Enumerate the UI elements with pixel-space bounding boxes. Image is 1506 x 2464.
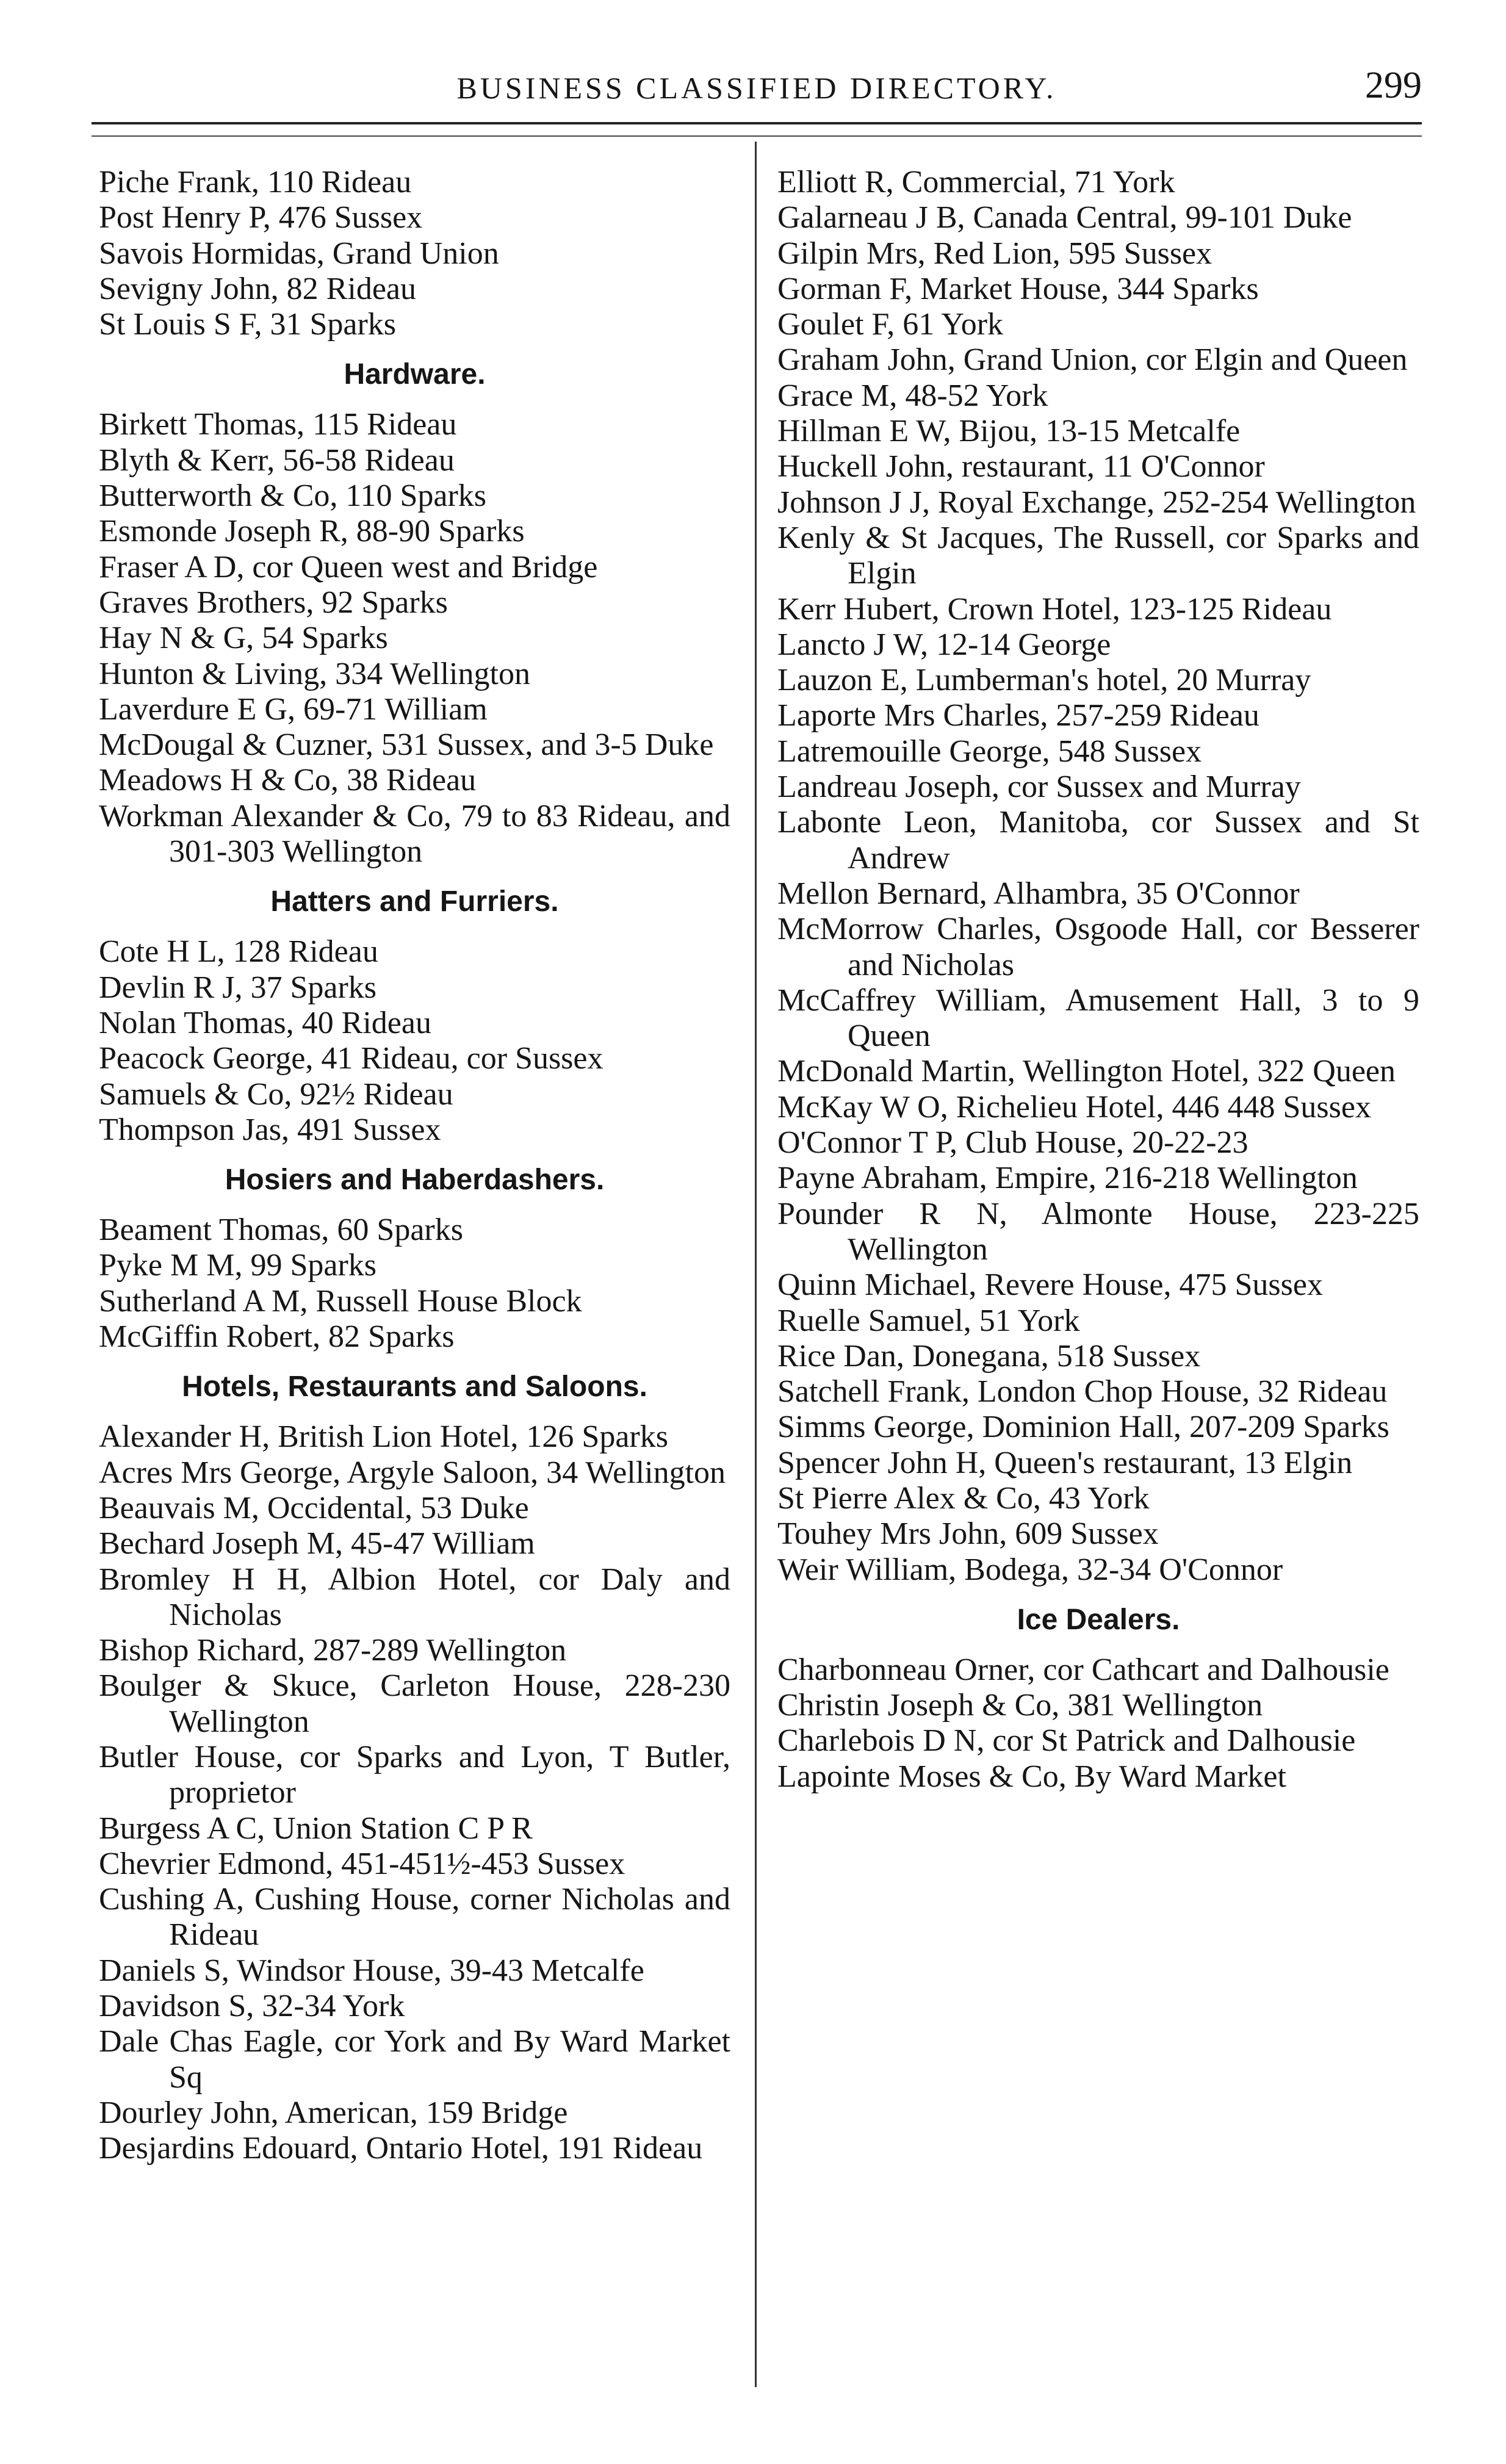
directory-entry: Hunton & Living, 334 Wellington xyxy=(99,656,530,691)
directory-entry: Samuels & Co, 92½ Rideau xyxy=(99,1076,453,1112)
page-number: 299 xyxy=(1365,65,1422,106)
directory-entry: Dale Chas Eagle, cor York and By Ward Market Sq xyxy=(99,2024,730,2095)
page-header xyxy=(92,64,1422,113)
directory-entry: Hay N & G, 54 Sparks xyxy=(99,621,388,656)
directory-entry: Workman Alexander & Co, 79 to 83 Rideau, and 301-303 Wellington xyxy=(99,798,730,870)
directory-entry: McMorrow Charles, Osgoode Hall, cor Besserer and Nicholas xyxy=(777,912,1419,982)
directory-entry: Burgess A C, Union Station C P R xyxy=(99,1810,533,1846)
directory-entry: Laverdure E G, 69-71 William xyxy=(99,691,488,727)
directory-entry: Beauvais M, Occidental, 53 Duke xyxy=(99,1490,529,1526)
directory-entry: Gorman F, Market House, 344 Sparks xyxy=(777,271,1259,306)
directory-entry: Charbonneau Orner, cor Cathcart and Dalhousie xyxy=(777,1652,1389,1687)
directory-entry: Davidson S, 32-34 York xyxy=(99,1989,405,2024)
section-heading: Hosiers and Haberdashers. xyxy=(225,1164,605,1197)
directory-entry: Devlin R J, 37 Sparks xyxy=(99,970,376,1005)
directory-entry: Rice Dan, Donegana, 518 Sussex xyxy=(777,1338,1201,1374)
directory-entry: Beament Thomas, 60 Sparks xyxy=(99,1212,463,1248)
directory-entry: Quinn Michael, Revere House, 475 Sussex xyxy=(777,1267,1323,1303)
directory-entry: Esmonde Joseph R, 88-90 Sparks xyxy=(99,514,525,549)
directory-entry: Blyth & Kerr, 56-58 Rideau xyxy=(99,442,455,478)
section-heading: Hotels, Restaurants and Saloons. xyxy=(182,1371,647,1403)
directory-entry: Kerr Hubert, Crown Hotel, 123-125 Rideau xyxy=(777,591,1332,627)
directory-entry: Graves Brothers, 92 Sparks xyxy=(99,585,448,620)
directory-entry: Butterworth & Co, 110 Sparks xyxy=(99,478,487,514)
directory-entry: O'Connor T P, Club House, 20-22-23 xyxy=(777,1125,1248,1161)
directory-entry: Dourley John, American, 159 Bridge xyxy=(99,2095,568,2130)
directory-entry: Pyke M M, 99 Sparks xyxy=(99,1248,377,1283)
directory-entry: Labonte Leon, Manitoba, cor Sussex and St Andrew xyxy=(777,805,1419,876)
directory-entry: St Louis S F, 31 Sparks xyxy=(99,307,397,342)
directory-entry: Galarneau J B, Canada Central, 99-101 Duke xyxy=(777,200,1352,236)
directory-entry: Savois Hormidas, Grand Union xyxy=(99,236,499,271)
directory-entry: Pounder R N, Almonte House, 223-225 Wellington xyxy=(777,1196,1419,1267)
directory-entry: Sutherland A M, Russell House Block xyxy=(99,1283,582,1319)
directory-entry: Lapointe Moses & Co, By Ward Market xyxy=(777,1759,1286,1794)
directory-entry: Sevigny John, 82 Rideau xyxy=(99,271,416,306)
directory-entry: Piche Frank, 110 Rideau xyxy=(99,165,412,200)
directory-entry: Acres Mrs George, Argyle Saloon, 34 Wellington xyxy=(99,1455,726,1490)
directory-entry: Latremouille George, 548 Sussex xyxy=(777,733,1202,769)
directory-entry: St Pierre Alex & Co, 43 York xyxy=(777,1480,1150,1516)
directory-entry: Landreau Joseph, cor Sussex and Murray xyxy=(777,769,1301,805)
directory-entry: McGiffin Robert, 82 Sparks xyxy=(99,1319,455,1355)
directory-entry: Weir William, Bodega, 32-34 O'Connor xyxy=(777,1552,1283,1587)
directory-entry: Mellon Bernard, Alhambra, 35 O'Connor xyxy=(777,876,1300,911)
section-heading: Hardware. xyxy=(344,358,486,391)
directory-entry: Butler House, cor Sparks and Lyon, T Butler, proprietor xyxy=(99,1739,730,1810)
directory-entry: Cote H L, 128 Rideau xyxy=(99,934,378,970)
directory-entry: McDougal & Cuzner, 531 Sussex, and 3-5 Duke xyxy=(99,727,714,763)
directory-entry: Payne Abraham, Empire, 216-218 Wellington xyxy=(777,1161,1358,1196)
left-column xyxy=(99,165,730,2167)
directory-entry: Peacock George, 41 Rideau, cor Sussex xyxy=(99,1041,603,1076)
page-title: BUSINESS CLASSIFIED DIRECTORY. xyxy=(456,71,1057,105)
directory-entry: Touhey Mrs John, 609 Sussex xyxy=(777,1516,1159,1552)
directory-entry: Christin Joseph & Co, 381 Wellington xyxy=(777,1688,1263,1723)
directory-entry: Daniels S, Windsor House, 39-43 Metcalfe xyxy=(99,1953,644,1988)
directory-entry: Gilpin Mrs, Red Lion, 595 Sussex xyxy=(777,236,1212,271)
directory-entry: Huckell John, restaurant, 11 O'Connor xyxy=(777,449,1265,485)
directory-entry: Thompson Jas, 491 Sussex xyxy=(99,1112,441,1147)
directory-entry: Goulet F, 61 York xyxy=(777,307,1004,342)
directory-entry: Grace M, 48-52 York xyxy=(777,378,1048,413)
directory-entry: Alexander H, British Lion Hotel, 126 Sparks xyxy=(99,1419,668,1455)
directory-entry: Lauzon E, Lumberman's hotel, 20 Murray xyxy=(777,663,1311,698)
header-rule-thin xyxy=(92,135,1422,137)
directory-entry: Johnson J J, Royal Exchange, 252-254 Wellington xyxy=(777,485,1416,520)
directory-entry: Bishop Richard, 287-289 Wellington xyxy=(99,1633,567,1668)
section-heading: Hatters and Furriers. xyxy=(270,885,559,918)
column-divider xyxy=(755,142,757,2387)
header-rule xyxy=(92,122,1422,124)
directory-entry: McKay W O, Richelieu Hotel, 446 448 Sussex xyxy=(777,1089,1371,1125)
right-column xyxy=(777,165,1419,1795)
section-heading: Ice Dealers. xyxy=(1017,1603,1180,1636)
directory-entry: Post Henry P, 476 Sussex xyxy=(99,200,423,236)
directory-entry: Lancto J W, 12-14 George xyxy=(777,627,1111,662)
directory-entry: Chevrier Edmond, 451-451½-453 Sussex xyxy=(99,1846,625,1881)
directory-entry: Bromley H H, Albion Hotel, cor Daly and Nicholas xyxy=(99,1562,730,1632)
directory-entry: McDonald Martin, Wellington Hotel, 322 Queen xyxy=(777,1054,1396,1089)
directory-entry: Boulger & Skuce, Carleton House, 228-230 Wellington xyxy=(99,1668,730,1739)
directory-entry: Meadows H & Co, 38 Rideau xyxy=(99,763,477,798)
directory-entry: Bechard Joseph M, 45-47 William xyxy=(99,1526,535,1562)
directory-entry: Fraser A D, cor Queen west and Bridge xyxy=(99,549,598,585)
directory-entry: Elliott R, Commercial, 71 York xyxy=(777,165,1175,200)
directory-entry: Satchell Frank, London Chop House, 32 Rideau xyxy=(777,1374,1388,1410)
directory-entry: Birkett Thomas, 115 Rideau xyxy=(99,407,457,442)
directory-entry: Hillman E W, Bijou, 13-15 Metcalfe xyxy=(777,414,1241,449)
directory-entry: Simms George, Dominion Hall, 207-209 Sparks xyxy=(777,1410,1389,1445)
directory-entry: Cushing A, Cushing House, corner Nicholas and Rideau xyxy=(99,1882,730,1953)
directory-entry: Ruelle Samuel, 51 York xyxy=(777,1303,1080,1338)
directory-entry: Graham John, Grand Union, cor Elgin and Queen xyxy=(777,342,1408,378)
directory-entry: Spencer John H, Queen's restaurant, 13 Elgin xyxy=(777,1445,1353,1480)
directory-entry: McCaffrey William, Amusement Hall, 3 to 9 Queen xyxy=(777,982,1419,1054)
directory-entry: Laporte Mrs Charles, 257-259 Rideau xyxy=(777,698,1259,733)
directory-entry: Kenly & St Jacques, The Russell, cor Sparks and Elgin xyxy=(777,520,1419,591)
directory-entry: Charlebois D N, cor St Patrick and Dalhousie xyxy=(777,1723,1356,1759)
directory-entry: Nolan Thomas, 40 Rideau xyxy=(99,1005,431,1040)
directory-entry: Desjardins Edouard, Ontario Hotel, 191 Rideau xyxy=(99,2131,703,2166)
